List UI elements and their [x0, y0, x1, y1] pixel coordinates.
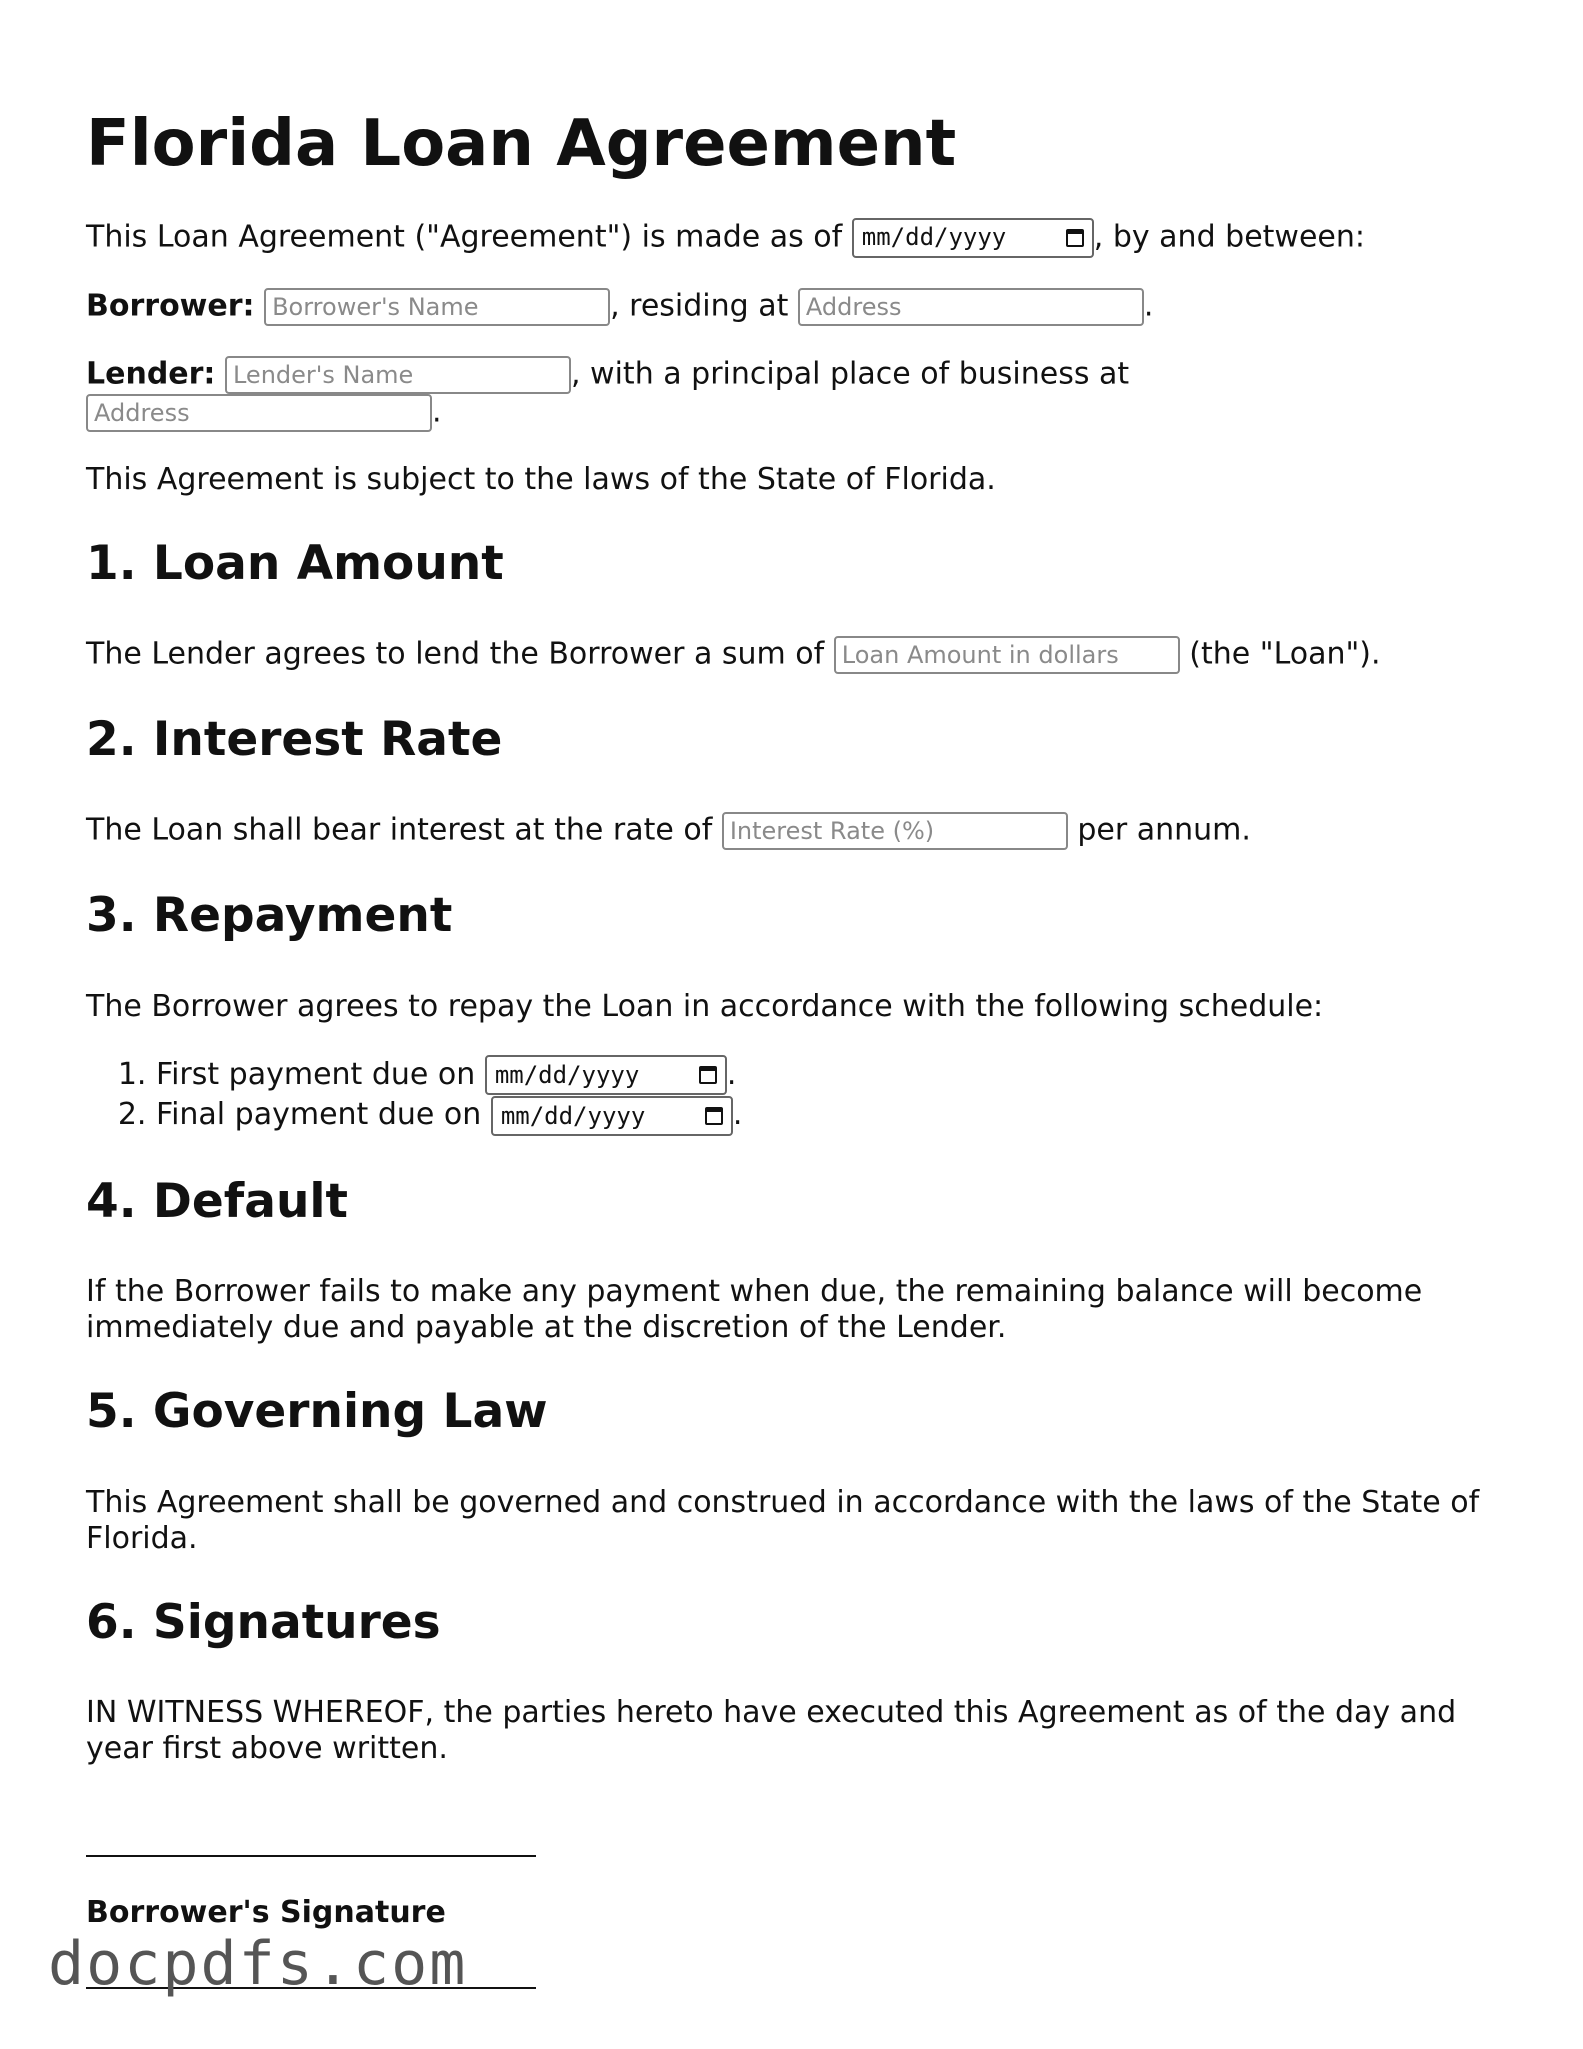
interest-rate-text-before: The Loan shall bear interest at the rate of [86, 812, 722, 848]
default-heading: 4. Default [86, 1173, 349, 1229]
document [86, 0, 1506, 1989]
first-payment-end: . [726, 1056, 737, 1092]
interest-rate-text-after: per annum. [1067, 812, 1251, 848]
final-payment-end: . [732, 1097, 743, 1133]
final-payment-date-input[interactable] [491, 1096, 733, 1136]
borrower-mid-text: , residing at [610, 288, 798, 324]
borrower-paragraph [86, 288, 1506, 326]
borrower-end-text: . [1143, 288, 1154, 324]
repayment-schedule-list [86, 1055, 1506, 1136]
repayment-heading: 3. Repayment [86, 888, 453, 944]
borrower-address-input[interactable] [798, 288, 1144, 326]
calendar-icon[interactable] [1066, 229, 1084, 247]
watermark: docpdfs.com [48, 1929, 468, 1999]
date-placeholder: mm/dd/yyyy [500, 1101, 646, 1130]
page-title: Florida Loan Agreement [86, 107, 957, 181]
final-payment-label: Final payment due on [156, 1097, 491, 1133]
lender-label: Lender: [86, 356, 216, 392]
borrower-signature-label: Borrower's Signature [86, 1894, 446, 1930]
interest-rate-paragraph [86, 812, 1506, 850]
governing-law-heading: 5. Governing Law [86, 1384, 548, 1440]
loan-amount-paragraph [86, 636, 1506, 674]
lender-name-input[interactable] [225, 356, 571, 394]
first-payment-date-input[interactable] [485, 1055, 727, 1095]
loan-amount-text-before: The Lender agrees to lend the Borrower a sum of [86, 636, 834, 672]
subject-laws-text: This Agreement is subject to the laws of the State of Florida. [86, 461, 996, 497]
calendar-icon[interactable] [699, 1066, 717, 1084]
intro-paragraph [86, 218, 1506, 258]
list-item [156, 1095, 1506, 1136]
borrower-signature-line[interactable] [86, 1855, 536, 1857]
loan-amount-text-after: (the "Loan"). [1179, 636, 1381, 672]
lender-mid-text: , with a principal place of business at [570, 356, 1130, 392]
lender-end-text: . [432, 394, 442, 430]
lender-address-input[interactable] [86, 394, 432, 432]
borrower-label: Borrower: [86, 288, 255, 324]
interest-rate-input[interactable] [722, 812, 1068, 850]
borrower-name-input[interactable] [264, 288, 610, 326]
intro-text-after: , by and between: [1093, 219, 1365, 255]
date-placeholder: mm/dd/yyyy [861, 223, 1007, 252]
repayment-text: The Borrower agrees to repay the Loan in accordance with the following schedule: [86, 988, 1324, 1024]
interest-rate-heading: 2. Interest Rate [86, 711, 503, 767]
default-text: If the Borrower fails to make any payment when due, the remaining balance will become immediately due and payable at the discretion of the Lender. [86, 1274, 1423, 1346]
first-payment-label: First payment due on [156, 1056, 485, 1092]
list-item [156, 1055, 1506, 1096]
signatures-heading: 6. Signatures [86, 1594, 441, 1650]
calendar-icon[interactable] [705, 1107, 723, 1125]
date-placeholder: mm/dd/yyyy [494, 1061, 640, 1090]
signatures-text: IN WITNESS WHEREOF, the parties hereto have executed this Agreement as of the day and year first above written. [86, 1694, 1457, 1766]
agreement-date-input[interactable] [852, 218, 1094, 258]
intro-text-before: This Loan Agreement ("Agreement") is made as of [86, 219, 852, 255]
governing-law-text: This Agreement shall be governed and construed in accordance with the laws of the State of Florida. [86, 1484, 1480, 1556]
loan-amount-input[interactable] [834, 636, 1180, 674]
lender-paragraph [86, 356, 1506, 432]
loan-amount-heading: 1. Loan Amount [86, 535, 504, 591]
